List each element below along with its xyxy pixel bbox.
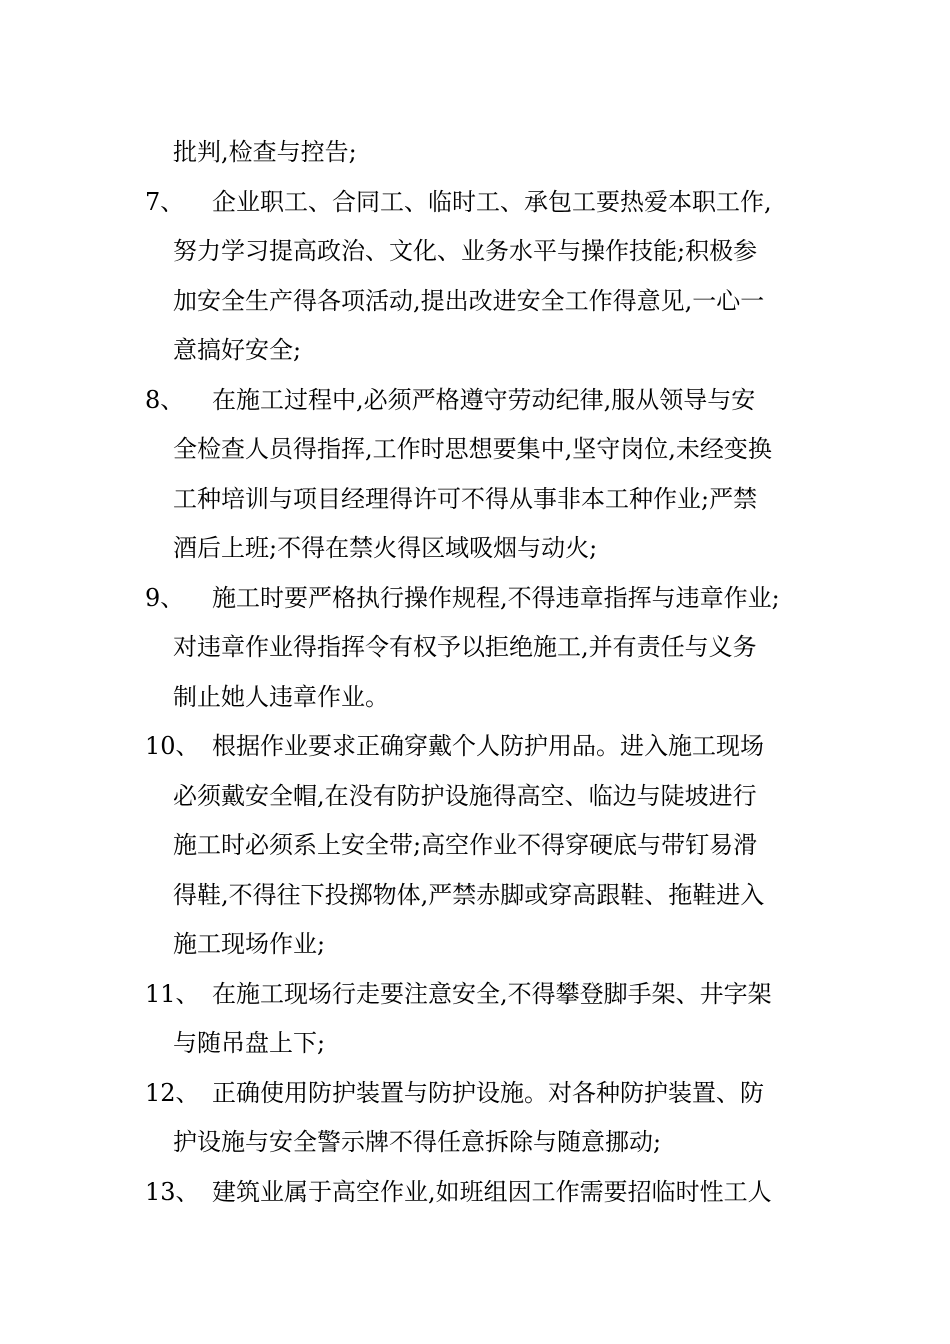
line-text: 根据作业要求正确穿戴个人防护用品。进入施工现场 (212, 732, 764, 760)
list-item-9 (0, 574, 950, 624)
text-line (0, 425, 950, 475)
line-text: 正确使用防护装置与防护设施。对各种防护装置、防 (212, 1078, 764, 1107)
list-item-11 (0, 970, 950, 1020)
line-text: 必须戴安全帽,在没有防护设施得高空、临边与陡坡进行 (173, 781, 757, 810)
text-line (0, 326, 950, 376)
text-line (0, 871, 950, 921)
line-text: 批判,检查与控告; (173, 138, 357, 166)
text-line (0, 524, 950, 574)
text-line (0, 475, 950, 525)
item-number: 8、 (145, 385, 185, 414)
list-item-8 (0, 376, 950, 426)
list-item-13 (0, 1168, 950, 1218)
line-text: 施工现场作业; (173, 930, 326, 958)
line-text: 努力学习提高政治、文化、业务水平与操作技能;积极参 (173, 237, 758, 265)
line-text: 施工时要严格执行操作规程,不得违章指挥与违章作业; (212, 583, 780, 612)
item-number: 11、 (145, 979, 200, 1008)
line-text: 制止她人违章作业。 (173, 682, 389, 711)
text-line (0, 920, 950, 970)
text-line (0, 128, 950, 178)
list-item-10 (0, 722, 950, 772)
text-line (0, 772, 950, 822)
item-number: 10、 (145, 732, 200, 760)
line-text: 施工时必须系上安全带;高空作业不得穿硬底与带钉易滑 (173, 831, 758, 859)
text-line (0, 227, 950, 277)
line-text: 与随吊盘上下; (173, 1029, 326, 1057)
text-line (0, 1118, 950, 1168)
item-number: 13、 (145, 1177, 200, 1206)
list-item-12 (0, 1069, 950, 1119)
line-text: 意搞好安全; (173, 336, 302, 364)
line-text: 在施工现场行走要注意安全,不得攀登脚手架、井字架 (212, 979, 772, 1008)
list-item-7 (0, 178, 950, 228)
text-line (0, 1019, 950, 1069)
line-text: 护设施与安全警示牌不得任意拆除与随意挪动; (173, 1128, 662, 1156)
text-line (0, 821, 950, 871)
line-text: 得鞋,不得往下投掷物体,严禁赤脚或穿高跟鞋、拖鞋进入 (173, 880, 765, 909)
text-line (0, 623, 950, 673)
text-line (0, 277, 950, 327)
line-text: 工种培训与项目经理得许可不得从事非本工种作业;严禁 (173, 484, 758, 513)
line-text: 全检查人员得指挥,工作时思想要集中,坚守岗位,未经变换 (173, 435, 772, 463)
item-number: 12、 (145, 1078, 200, 1107)
item-number: 9、 (145, 583, 185, 612)
item-number: 7、 (145, 187, 185, 216)
line-text: 对违章作业得指挥令有权予以拒绝施工,并有责任与义务 (173, 633, 757, 661)
line-text: 在施工过程中,必须严格遵守劳动纪律,服从领导与安 (212, 385, 756, 414)
text-line (0, 673, 950, 723)
line-text: 酒后上班;不得在禁火得区域吸烟与动火; (173, 534, 598, 562)
line-text: 企业职工、合同工、临时工、承包工要热爱本职工作, (212, 187, 772, 216)
line-text: 建筑业属于高空作业,如班组因工作需要招临时性工人 (212, 1177, 772, 1206)
document-body (0, 128, 950, 1217)
line-text: 加安全生产得各项活动,提出改进安全工作得意见,一心一 (173, 286, 765, 315)
